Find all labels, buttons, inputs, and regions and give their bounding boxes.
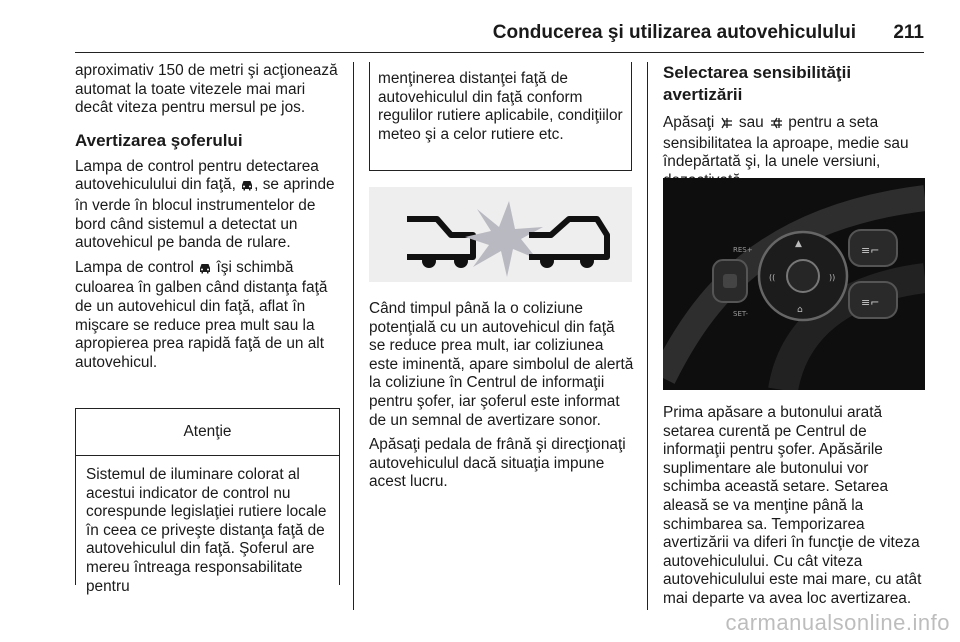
- header-rule: [75, 52, 924, 53]
- page-header: [0, 0, 960, 58]
- paragraph: Lampa de control pentru detectarea autovehiculului din faţă, , se aprinde în verde în blocul instrumentelor de bord când sistemul a detectat un autovehicul pe banda de rulare.: [75, 157, 335, 252]
- page-number: 211: [893, 22, 924, 43]
- gap-near-icon: [719, 116, 735, 135]
- car-front-icon: [240, 178, 254, 197]
- paragraph: Când timpul până la o coliziune potenţială cu un autovehicul din faţă se reduce prea mult, iar coliziunea este iminentă, apare simbolul de alertă la coliziune în Centrul de informaţii pentru şofer, iar şoferul este informat de un semnal de avertizare sonor.: [369, 300, 634, 429]
- chapter-title: Conducerea şi utilizarea autovehiculului: [492, 22, 856, 43]
- svg-text:≡⌐: ≡⌐: [861, 296, 880, 309]
- svg-text:RES+: RES+: [733, 246, 753, 254]
- column-divider: [647, 62, 648, 610]
- section-heading: Avertizarea şoferului: [75, 130, 243, 150]
- section-heading: Selectarea sensibilităţii avertizării: [663, 63, 852, 104]
- collision-alert-icon: [369, 187, 632, 282]
- caution-title: Atenţie: [76, 409, 339, 456]
- column-right-lower: [663, 404, 928, 609]
- caution-box-continued: [369, 62, 632, 171]
- car-front-icon: [198, 261, 212, 280]
- svg-text:⌂: ⌂: [797, 305, 803, 315]
- column-divider: [353, 62, 354, 610]
- svg-text:)): )): [829, 273, 836, 282]
- paragraph: Apăsaţi sau pentru a seta sensibilitatea la aproape, medie sau îndepărtată şi, la unele versiuni,: [663, 114, 909, 171]
- steering-wheel-photo: [663, 178, 925, 390]
- column-left: [75, 62, 347, 372]
- svg-text:SET-: SET-: [733, 310, 749, 318]
- paragraph: Lampa de control îşi schimbă culoarea în galben când distanţa faţă de un autovehicul din faţă, aflat în mişcare se reduce prea mult sau la apropierea prea rapidă faţă de un alt autovehicul.: [75, 258, 328, 371]
- collision-illustration: [369, 187, 632, 282]
- paragraph: Apăsaţi pedala de frână şi direcţionaţi autovehiculul dacă situaţia impune acest lucru.: [369, 436, 626, 491]
- caution-text: Sistemul de iluminare colorat al acestui indicator de control nu corespunde legislaţiei rutiere locale în ceea ce priveşte distanţa faţă de autovehiculul din faţă. Şoferul are mereu întreaga responsabilitate pentru: [86, 466, 327, 595]
- column-right: [663, 62, 928, 190]
- svg-text:((: ((: [769, 273, 776, 282]
- gap-far-icon: [768, 116, 784, 135]
- caution-box: [75, 408, 340, 595]
- svg-text:≡⌐: ≡⌐: [861, 244, 880, 257]
- column-middle: [369, 300, 635, 492]
- watermark: carmanualsonline.info: [725, 610, 950, 635]
- caution-text-continued: menţinerea distanţei faţă de autovehiculul din faţă conform regulilor rutiere aplicabile, condiţiilor meteo şi a celor rutiere etc.: [378, 70, 623, 143]
- paragraph: Prima apăsare a butonului arată setarea curentă pe Centrul de informaţii pentru şofer. Apăsările suplimentare ale butonului vor schimba această setare. Setarea aleasă se va menţine până la schimbarea sa. Temporizarea avertizării va diferi în funcţie de viteza autovehiculului. Cu cât viteza autovehiculului este mai mare, cu atât mai departe va avea loc avertizarea.: [663, 404, 922, 607]
- svg-text:▲: ▲: [795, 239, 802, 249]
- intro-paragraph: aproximativ 150 de metri şi acţionează automat la toate vitezele mai mari decât viteza pentru mersul pe jos.: [75, 62, 338, 117]
